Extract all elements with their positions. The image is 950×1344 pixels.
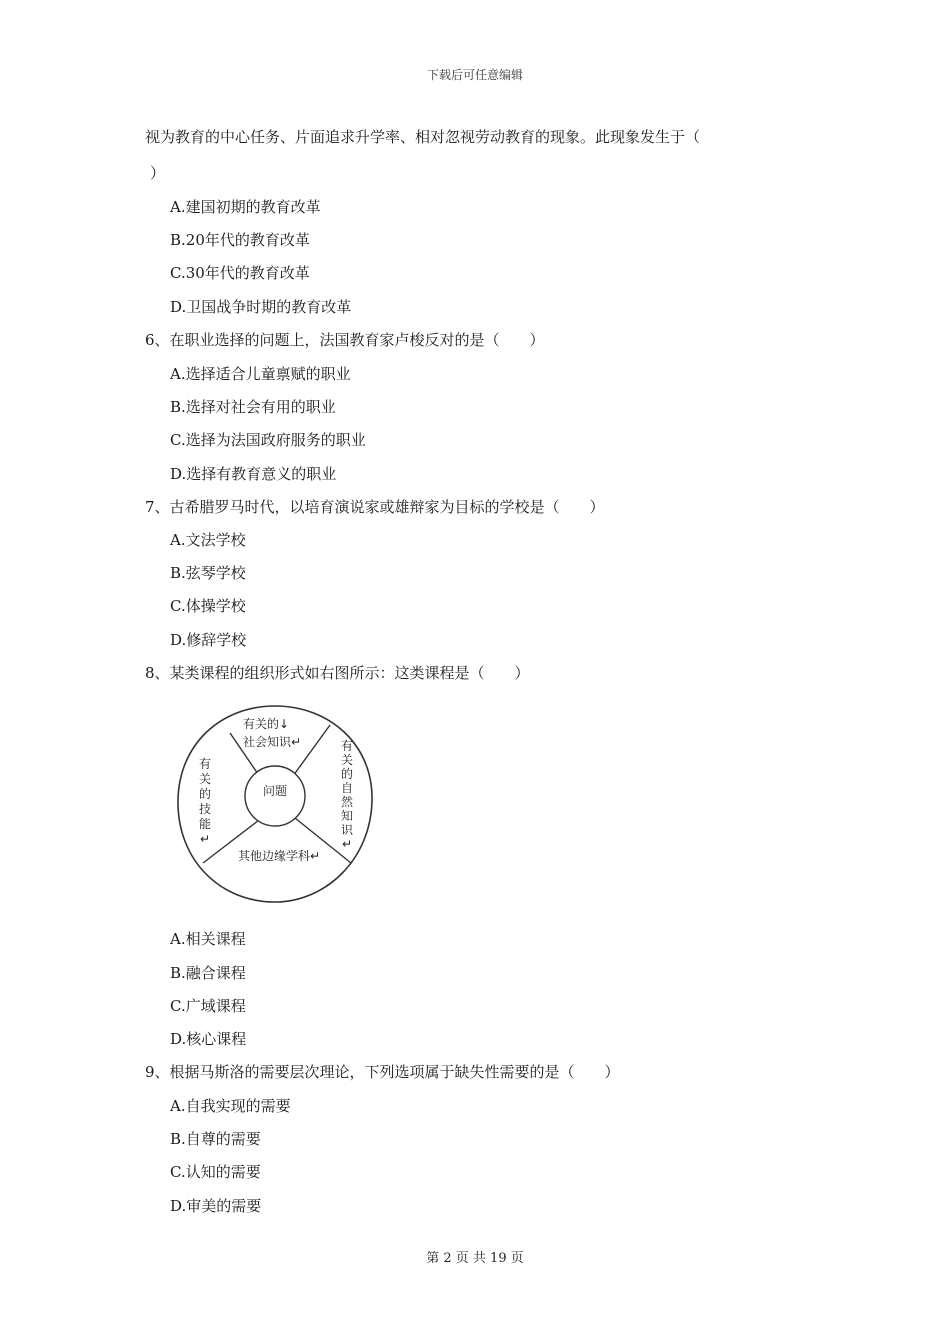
q8-stem: 8、某类课程的组织形式如右图所示：这类课程是（ ） [145,664,530,682]
q9-option-b: B.自尊的需要 [170,1130,261,1148]
q9-option-c: C.认知的需要 [170,1163,261,1181]
q6-option-a: A.选择适合儿童禀赋的职业 [170,365,351,383]
left-label-char: 能 [198,817,212,831]
left-label [199,757,211,846]
right-label-char: 自 [340,781,354,795]
right-label-char: 然 [340,795,354,809]
q6-option-b: B.选择对社会有用的职业 [170,398,336,416]
right-label-char: 关 [340,753,354,767]
right-label-char: ↵ [341,837,353,851]
q5-stem-line2: ） [150,164,166,182]
top-label-line2: 社会知识↵ [243,735,302,749]
q8-option-a: A.相关课程 [170,930,246,948]
q7-option-b: B.弦琴学校 [170,564,246,582]
q9-stem: 9、根据马斯洛的需要层次理论，下列选项属于缺失性需要的是（ ） [145,1063,620,1081]
right-label [341,739,354,851]
center-label: 问题 [262,784,288,798]
bottom-label: 其他边缘学科↵ [237,849,321,863]
page-footer: 第 2 页 共 19 页 [426,1251,524,1266]
right-label-char: 识 [340,823,354,837]
q5-option-b: B.20年代的教育改革 [170,231,310,249]
curriculum-diagram [175,700,375,905]
divider-upper-right [293,725,330,776]
left-label-char: 的 [198,787,212,801]
left-label-char: 关 [198,772,212,786]
top-label-line1: 有关的↓ [243,717,290,731]
q7-stem: 7、古希腊罗马时代，以培育演说家或雄辩家为目标的学校是（ ） [145,498,605,516]
q5-option-c: C.30年代的教育改革 [170,264,310,282]
right-label-char: 有 [340,739,354,753]
q5-option-a: A.建国初期的教育改革 [170,198,321,216]
q7-option-a: A.文法学校 [170,531,246,549]
q8-option-d: D.核心课程 [170,1030,247,1048]
page-header: 下载后可任意编辑 [426,68,523,82]
q6-option-c: C.选择为法国政府服务的职业 [170,431,366,449]
q6-stem: 6、在职业选择的问题上，法国教育家卢梭反对的是（ ） [145,331,545,349]
right-label-char: 知 [340,809,354,823]
right-label-char: 的 [340,767,354,781]
q8-option-c: C.广域课程 [170,997,246,1015]
q7-option-c: C.体操学校 [170,597,246,615]
left-label-char: ↵ [199,832,211,846]
q5-stem-line1: 视为教育的中心任务、片面追求升学率、相对忽视劳动教育的现象。此现象发生于（ [145,128,701,146]
left-label-char: 技 [198,802,212,816]
left-label-char: 有 [198,757,212,771]
q6-option-d: D.选择有教育意义的职业 [170,465,337,483]
q7-option-d: D.修辞学校 [170,631,247,649]
q5-option-d: D.卫国战争时期的教育改革 [170,298,352,316]
q9-option-d: D.审美的需要 [170,1197,262,1215]
q9-option-a: A.自我实现的需要 [170,1097,291,1115]
q8-option-b: B.融合课程 [170,964,246,982]
